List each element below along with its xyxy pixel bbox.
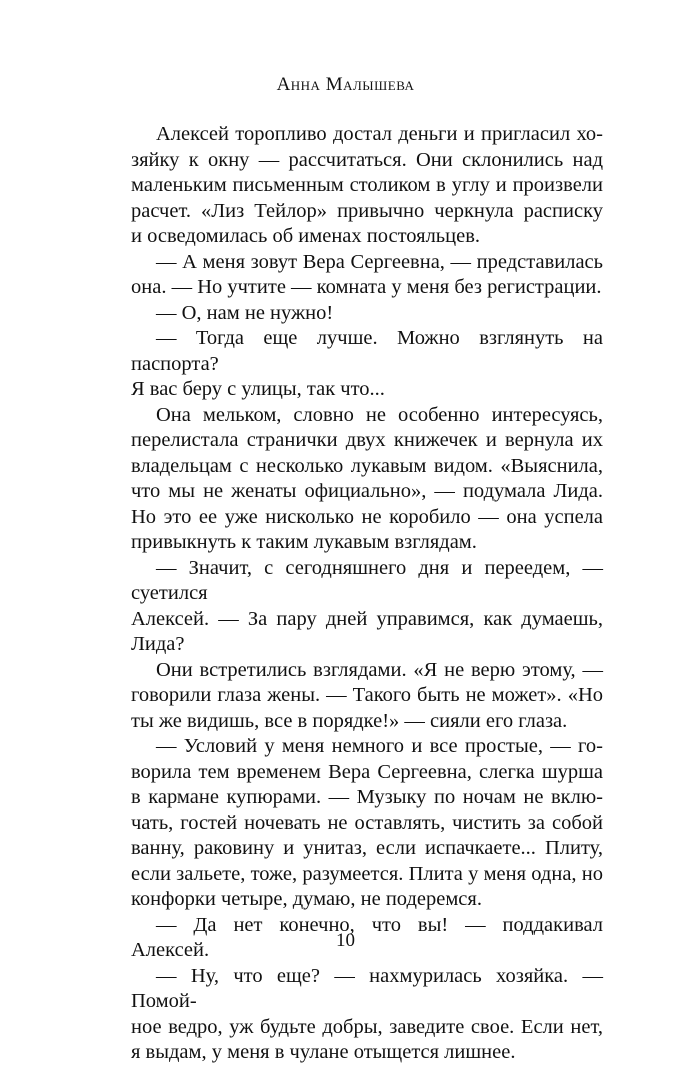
text-line: если зальете, тоже, разумеется. Плита у меня одна, но: [131, 862, 603, 885]
text-line: Алексей. — За пару дней управимся, как думаешь, Лида?: [131, 607, 603, 655]
paragraph: [131, 658, 603, 735]
text-line: — О, нам не нужно!: [156, 301, 334, 324]
text-line: ванну, раковину и унитаз, если испачкаете... Плиту,: [131, 837, 603, 859]
text-line: Алексей торопливо достал деньги и пригласил хо-: [156, 123, 603, 145]
page-number: 10: [336, 930, 355, 951]
text-line: и осведомилась об именах постояльцев.: [131, 225, 481, 247]
text-line: ты же видишь, все в порядке!» — сияли его глаза.: [131, 709, 568, 732]
text-line: чать, гостей ночевать не оставлять, чистить за собой: [131, 811, 603, 834]
text-line: ворила тем временем Вера Сергеевна, слегка шурша: [131, 760, 603, 783]
text-line: маленьким письменным столиком в углу и произвели: [131, 174, 603, 196]
text-line: говорили глаза жены. — Такого быть не может». «Но: [131, 684, 603, 706]
text-line: Я вас беру с улицы, так что...: [131, 378, 385, 400]
text-line: перелистала странички двух книжечек и вернула их: [131, 429, 603, 451]
body-text: [131, 122, 603, 1066]
text-line: — Тогда еще лучше. Можно взглянуть на паспорта?: [131, 327, 603, 375]
text-line: она. — Но учтите — комната у меня без регистрации.: [131, 276, 602, 298]
text-line: я выдам, у меня в чулане отыщется лишнее.: [131, 1041, 516, 1063]
text-line: ное ведро, уж будьте добры, заведите свое. Если нет,: [131, 1015, 603, 1038]
paragraph: [131, 250, 603, 301]
text-line: конфорки четыре, думаю, не подеремся.: [131, 888, 482, 910]
text-line: — А меня зовут Вера Сергеевна, — представилась: [156, 250, 603, 273]
text-line: расчет. «Лиз Тейлор» привычно черкнула расписку: [131, 199, 603, 222]
text-line: Но это ее уже нисколько не коробило — она успела: [131, 505, 603, 528]
text-line: в кармане купюрами. — Музыку по ночам не вклю-: [131, 786, 603, 808]
paragraph: [131, 556, 603, 658]
text-line: — Условий у меня немного и все простые, — го-: [156, 735, 603, 757]
paragraph: [131, 734, 603, 913]
text-line: — Да нет конечно, что вы! — поддакивал Алексей.: [131, 913, 603, 961]
text-line: зяйку к окну — рассчитаться. Они склонились над: [131, 148, 603, 171]
paragraph: [131, 403, 603, 556]
text-line: владельцам с несколько лукавым видом. «Выяснила,: [131, 454, 603, 477]
text-line: — Значит, с сегодняшнего дня и переедем, — суетился: [131, 556, 603, 604]
text-line: — Ну, что еще? — нахмурилась хозяйка. — Помой-: [131, 964, 603, 1012]
text-line: привыкнуть к таким лукавым взглядам.: [131, 531, 477, 553]
text-line: что мы не женаты официально», — подумала Лида.: [131, 480, 603, 502]
paragraph: [131, 122, 603, 250]
paragraph: [131, 301, 603, 327]
running-head: Анна Малышева: [276, 74, 415, 95]
paragraph: [131, 964, 603, 1066]
text-line: Они встретились взглядами. «Я не верю этому, —: [156, 658, 603, 681]
text-line: Она мельком, словно не особенно интересуясь,: [156, 403, 603, 426]
paragraph: [131, 326, 603, 403]
